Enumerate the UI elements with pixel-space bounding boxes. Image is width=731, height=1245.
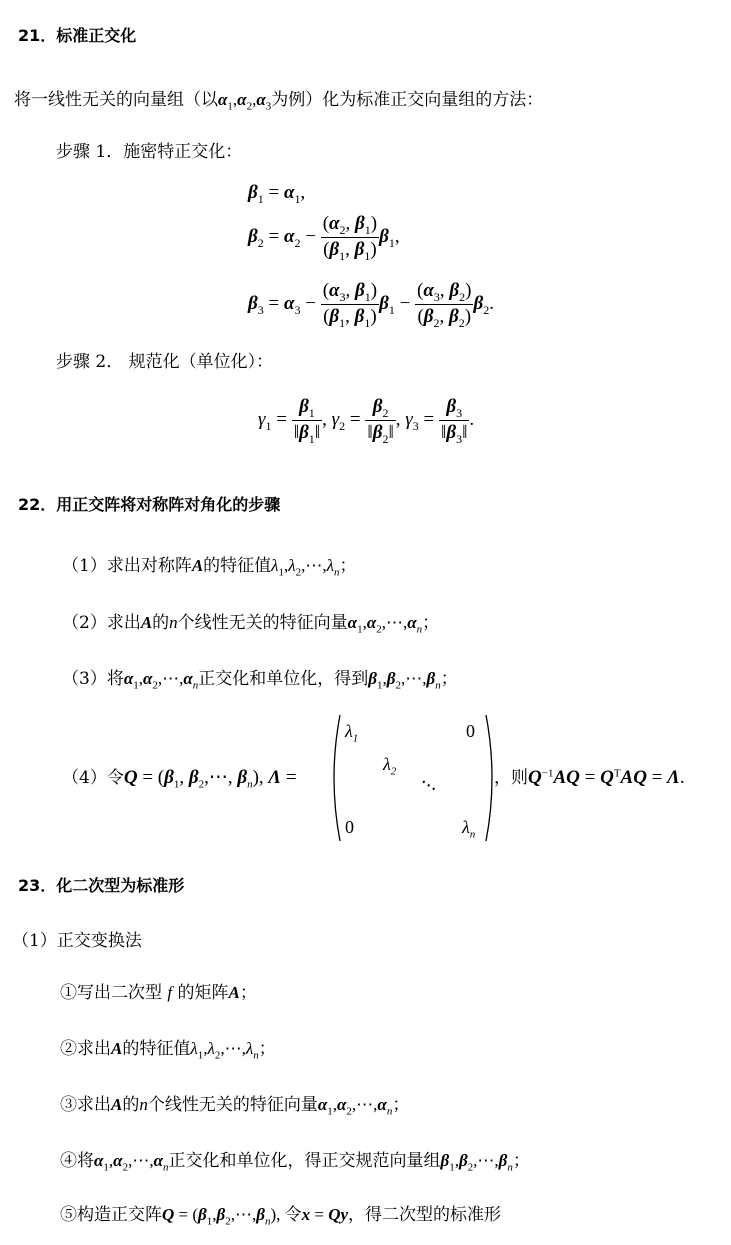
section-23-title: 23．化二次型为标准形 xyxy=(18,876,185,895)
s23-step-5: ⑤构造正交阵$Q = (\beta_1,\beta_2,\cdots,\beta_n)$, 令x = Qy，得二次型的标准形 xyxy=(60,1205,502,1228)
step-1-label: 步骤 1．施密特正交化： xyxy=(56,142,243,162)
matrix-lambda2: $\lambda_2$ xyxy=(383,754,397,778)
s22-item-4: （4）令$Q = (\beta_1$, $\beta_2,\cdots$, $\beta_n$), Λ = xyxy=(62,767,297,791)
section-22-title: 22．用正交阵将对称阵对角化的步骤 xyxy=(18,495,281,514)
matrix-zero-top: 0 xyxy=(466,721,475,741)
s22-item-4-conclusion: ，则$Q^{-1}AQ = Q^TAQ = \Lambda$. xyxy=(494,767,685,788)
section-21-title: 21．标准正交化 xyxy=(18,26,137,45)
matrix-ddots: ⋯ xyxy=(415,771,443,799)
s23-step-1: ①写出二次型 f 的矩阵A； xyxy=(60,983,257,1003)
equation-beta2: $\beta_2 = \alpha_2$ − $\frac{(\alpha_2, \beta_1)}{(\beta_1, \beta_1)}$ $\beta_1$, xyxy=(248,213,400,263)
equation-beta3: $\beta_3 = \alpha_3$ − $\frac{(\alpha_3, \beta_1)}{(\beta_1, \beta_1)}$ $\beta_1$ − $\frac{(\alpha_3, \beta_2)}{(\beta_2, \beta_2)}$ $\beta_2$. xyxy=(248,280,494,330)
s23-step-4: ④将$\alpha_1,\alpha_2,\cdots,\alpha_n$正交化和单位化，得正交规范向量组$\beta_1,\beta_2,\cdots,\beta_n$； xyxy=(60,1151,530,1174)
s22-item-1: （1）求出对称阵A的特征值$\lambda_1,\lambda_2,\cdots,\lambda_n$； xyxy=(62,556,357,579)
s23-step-3: ③求出A的n个线性无关的特征向量$\alpha_1,\alpha_2,\cdots,\alpha_n$； xyxy=(60,1095,410,1118)
s23-step-2: ②求出A的特征值$\lambda_1,\lambda_2,\cdots,\lambda_n$； xyxy=(60,1039,276,1062)
section-21-intro: 将一线性无关的向量组（以$\alpha_1,\alpha_2,\alpha_3$为例）化为标准正交向量组的方法： xyxy=(14,90,544,113)
s22-item-2: （2）求出A的n个线性无关的特征向量$\alpha_1,\alpha_2,\cdots,\alpha_n$； xyxy=(62,613,440,636)
equation-gamma: $\gamma_1$ = $\frac{\beta_1}{‖\beta_1‖}$ , $\gamma_2$ = $\frac{\beta_2}{‖\beta_2‖}$ , $\gamma_3$ = $\frac{\beta_3}{‖\beta_3‖}$ . xyxy=(258,396,475,446)
step-2-label: 步骤 2． 规范化（单位化）： xyxy=(56,352,274,372)
equation-beta1: $\beta_1 = \alpha_1$, xyxy=(248,182,306,206)
matrix-lambda1: $\lambda_1$ xyxy=(345,721,359,745)
matrix-lambda-n: $\lambda_n$ xyxy=(462,817,476,841)
s23-sub-1: （1）正交变换法 xyxy=(12,931,142,951)
s22-item-3: （3）将$\alpha_1,\alpha_2,\cdots,\alpha_n$正交化和单位化，得到$\beta_1,\beta_2,\cdots,\beta_n$； xyxy=(62,669,458,692)
matrix-zero-bottom: 0 xyxy=(345,817,354,837)
